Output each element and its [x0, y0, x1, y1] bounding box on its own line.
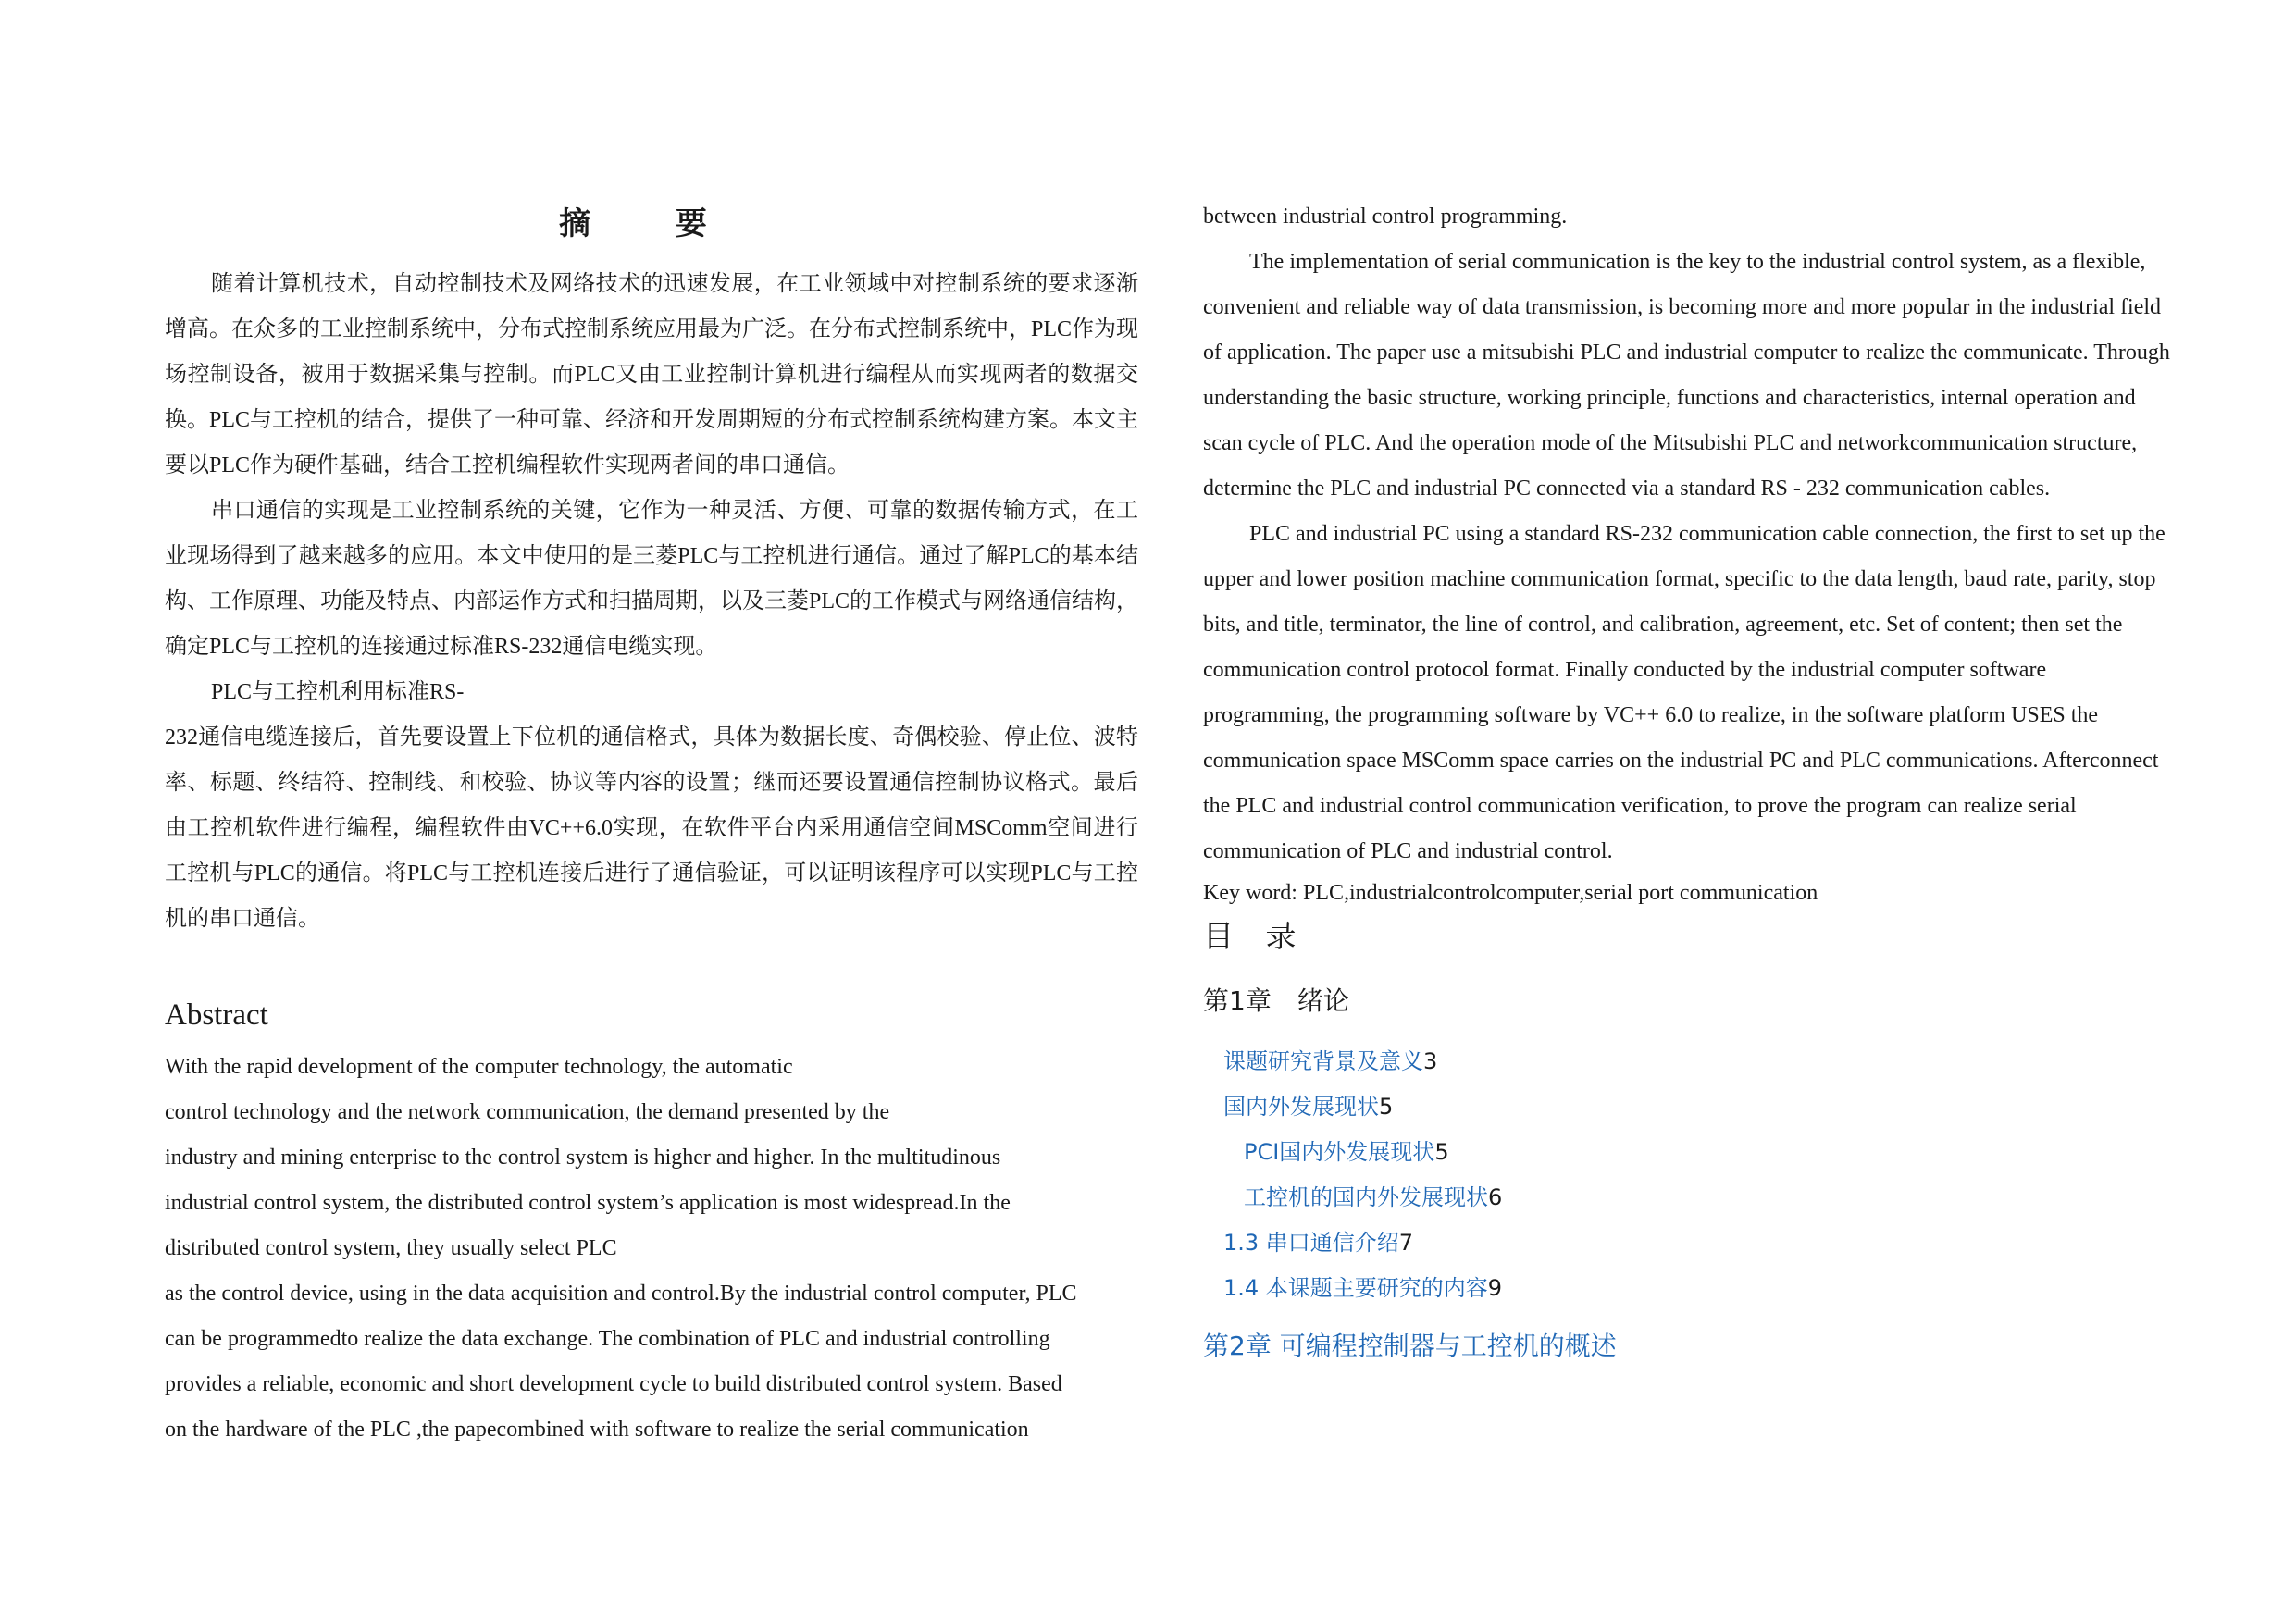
en-abstract-line-1: With the rapid development of the computer technology, the automatic	[165, 1055, 793, 1080]
zh-abstract-paragraph-3b: 232通信电缆连接后，首先要设置上下位机的通信格式，具体为数据长度、奇偶校验、停止位、波特率、标题、终结符、控制线、和校验、协议等内容的设置；继而还要设置通信控制协议格式。最后由工控机软件进行编程，编程软件由VC++6.0实现，在软件平台内采用通信空间MSComm空间进行工控机与PLC的通信。将PLC与工控机连接后进行了通信验证，可以证明该程序可以实现PLC与工控机的串口通信。	[165, 725, 1138, 931]
toc-chapter-2[interactable]: 第2章 可编程控制器与工控机的概述	[1203, 1331, 1617, 1362]
en-abstract-paragraph-2: The implementation of serial communication is the key to the industrial control system, as a flexible, convenient and reliable way of data transmission, is becoming more and more popular in the industrial field of application. The paper use a mitsubishi PLC and industrial computer to realize the communicate. Through understanding the basic structure, working principle, functions and characteristics, internal operation and scan cycle of PLC. And the operation mode of the Mitsubishi PLC and networkcommunication structure, determine the PLC and industrial PC connected via a standard RS - 232 communication cables.	[1203, 250, 2170, 501]
toc-item-serial-intro[interactable]: 1.3 串口通信介绍7	[1223, 1230, 1414, 1257]
zh-abstract-paragraph-2: 串口通信的实现是工业控制系统的关键，它作为一种灵活、方便、可靠的数据传输方式，在工业现场得到了越来越多的应用。本文中使用的是三菱PLC与工控机进行通信。通过了解PLC的基本结构、工作原理、功能及特点、内部运作方式和扫描周期，以及三菱PLC的工作模式与网络通信结构，确定PLC与工控机的连接通过标准RS-232通信电缆实现。	[165, 498, 1139, 659]
left-column	[165, 194, 1138, 1453]
toc-item-research-background[interactable]: 课题研究背景及意义3	[1223, 1048, 1438, 1075]
toc-item-research-content[interactable]: 1.4 本课题主要研究的内容9	[1223, 1275, 1503, 1302]
en-abstract-line-8: provides a reliable, economic and short development cycle to build distributed control system. Based	[165, 1372, 1062, 1397]
en-abstract-line-5: distributed control system, they usually select PLC	[165, 1236, 617, 1261]
en-abstract-line-6: as the control device, using in the data acquisition and control.By the industrial control computer, PLC	[165, 1282, 1077, 1307]
en-abstract-line-4: industrial control system, the distributed control system’s application is most widespread.In the	[165, 1191, 1011, 1216]
toc-title: 目 录	[1203, 918, 1308, 954]
en-abstract-continuation: between industrial control programming.	[1203, 204, 1568, 229]
zh-abstract-paragraph-3a: PLC与工控机利用标准RS-	[211, 679, 465, 704]
right-column	[1203, 194, 2177, 1364]
zh-abstract-paragraph-1: 随着计算机技术，自动控制技术及网络技术的迅速发展，在工业领域中对控制系统的要求逐渐增高。在众多的工业控制系统中，分布式控制系统应用最为广泛。在分布式控制系统中，PLC作为现场控制设备，被用于数据采集与控制。而PLC又由工业控制计算机进行编程从而实现两者的数据交换。PLC与工控机的结合，提供了一种可靠、经济和开发周期短的分布式控制系统构建方案。本文主要以PLC作为硬件基础，结合工控机编程软件实现两者间的串口通信。	[165, 271, 1139, 477]
zh-abstract-title: 摘 要	[559, 205, 744, 242]
en-abstract-line-3: industry and mining enterprise to the control system is higher and higher. In the multitudinous	[165, 1146, 1001, 1171]
toc-item-development-status[interactable]: 国内外发展现状5	[1223, 1094, 1394, 1121]
toc-item-pci-status[interactable]: PCI国内外发展现状5	[1244, 1139, 1449, 1166]
toc-item-ipc-status[interactable]: 工控机的国内外发展现状6	[1244, 1184, 1503, 1211]
keywords: Key word: PLC,industrialcontrolcomputer,serial port communication	[1203, 881, 1818, 905]
en-abstract-line-7: can be programmedto realize the data exchange. The combination of PLC and industrial controlling	[165, 1327, 1050, 1352]
en-abstract-line-2: control technology and the network communication, the demand presented by the	[165, 1100, 890, 1125]
toc-chapter-1[interactable]: 第1章 绪论	[1203, 985, 1349, 1016]
en-abstract-title: Abstract	[165, 997, 268, 1032]
en-abstract-paragraph-3: PLC and industrial PC using a standard RS-232 communication cable connection, the first to set up the upper and lower position machine communication format, specific to the data length, baud rate, parity, stop bits, and title, terminator, the line of control, and calibration, agreement, etc. Set of content; then set the communication control protocol format. Finally conducted by the industrial computer software programming, the programming software by VC++ 6.0 to realize, in the software platform USES the communication space MSComm space carries on the industrial PC and PLC communications. Afterconnect the PLC and industrial control communication verification, to prove the program can realize serial communication of PLC and industrial control.	[1203, 522, 2166, 863]
en-abstract-line-9: on the hardware of the PLC ,the papecombined with software to realize the serial communication	[165, 1418, 1029, 1443]
